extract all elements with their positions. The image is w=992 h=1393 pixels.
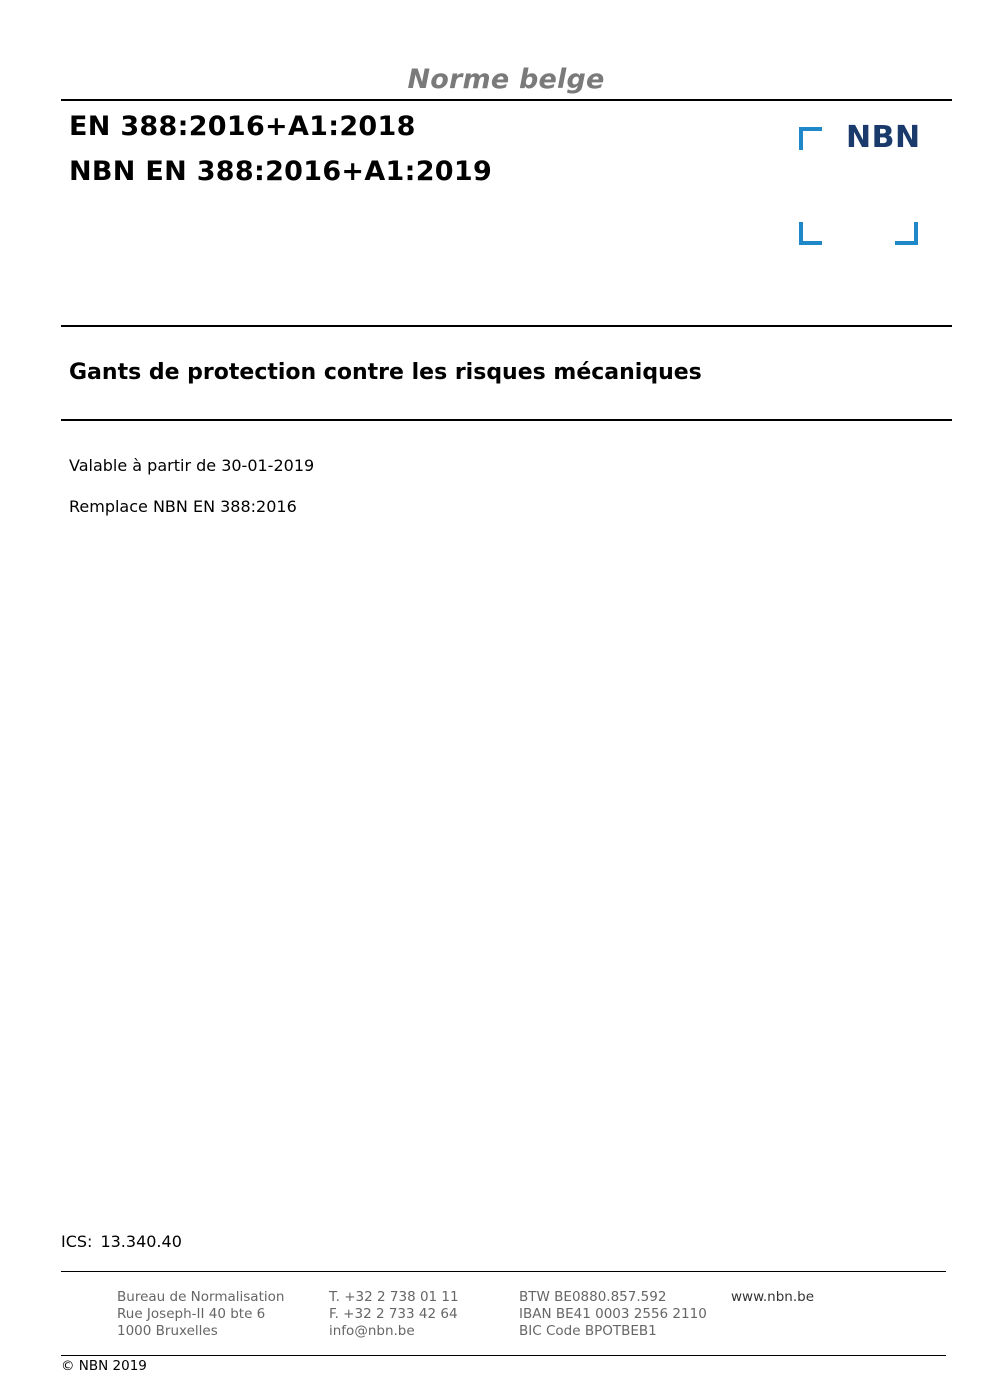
footer-address-line: 1000 Bruxelles <box>117 1323 218 1339</box>
document-kicker: Norme belge <box>407 64 605 95</box>
footer-website-link: www.nbn.be <box>731 1289 815 1305</box>
footer-bank <box>519 1289 707 1340</box>
copyright-text: © NBN 2019 <box>61 1358 147 1374</box>
footer-bottom-rule <box>61 1355 946 1356</box>
header-top-rule <box>61 99 952 101</box>
logo-corner-bottom-left-icon <box>799 222 822 245</box>
footer-top-rule <box>61 1271 946 1272</box>
title-top-rule <box>61 325 952 327</box>
ics-line <box>61 1232 182 1251</box>
footer-fax: F. +32 2 733 42 64 <box>329 1306 458 1322</box>
footer-btw: BTW BE0880.857.592 <box>519 1289 667 1305</box>
footer-address-line: Bureau de Normalisation <box>117 1289 285 1305</box>
footer-phone: T. +32 2 738 01 11 <box>329 1289 459 1305</box>
ics-label: ICS: <box>61 1232 93 1251</box>
logo-corner-bottom-right-icon <box>895 222 918 245</box>
standard-code-en: EN 388:2016+A1:2018 <box>69 111 416 142</box>
footer-website <box>731 1289 814 1306</box>
replaces-text: Remplace NBN EN 388:2016 <box>69 497 297 516</box>
standard-code-nbn: NBN EN 388:2016+A1:2019 <box>69 156 493 187</box>
document-title: Gants de protection contre les risques mécaniques <box>69 360 702 385</box>
valid-from-text: Valable à partir de 30-01-2019 <box>69 456 315 475</box>
logo-text: NBN <box>846 120 921 155</box>
ics-value: 13.340.40 <box>100 1232 182 1251</box>
footer-address-line: Rue Joseph-II 40 bte 6 <box>117 1306 266 1322</box>
footer-email: info@nbn.be <box>329 1323 415 1339</box>
footer-iban: IBAN BE41 0003 2556 2110 <box>519 1306 707 1322</box>
footer-contact <box>329 1289 459 1340</box>
logo-corner-top-left-icon <box>799 127 822 150</box>
footer-address <box>117 1289 284 1340</box>
title-bottom-rule <box>61 419 952 421</box>
footer-bic: BIC Code BPOTBEB1 <box>519 1323 657 1339</box>
